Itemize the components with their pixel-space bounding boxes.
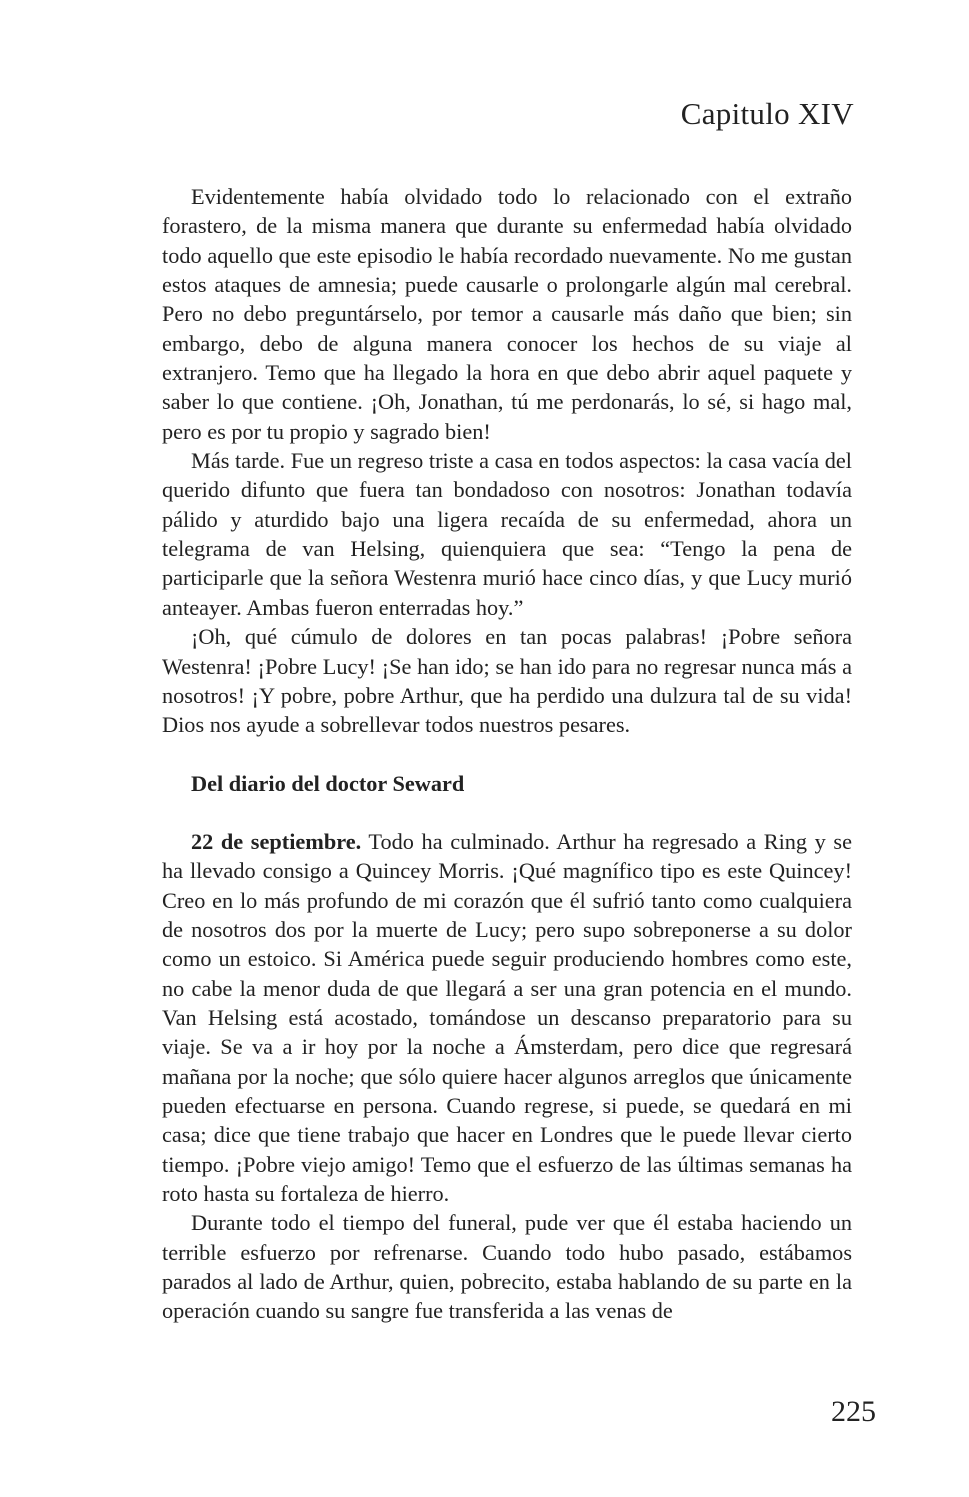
page-body	[162, 182, 852, 1326]
paragraph: Más tarde. Fue un regreso triste a casa en todos aspectos: la casa vacía del querido difunto que fuera tan bondadoso con nosotros: Jonathan todavía pálido y aturdido bajo una ligera recaída de su enfermedad, ahora un telegrama de van Helsing, quienquiera que sea: “Tengo la pena de participarle que la señora Westenra murió hace cinco días, y que Lucy murió anteayer. Ambas fueron enterradas hoy.”	[162, 448, 852, 620]
diary-entry-paragraph	[162, 827, 852, 1208]
paragraph: Evidentemente había olvidado todo lo relacionado con el extraño forastero, de la misma manera que durante su enfermedad había olvidado todo aquello que este episodio le había recordado nuevamente. No me gustan estos ataques de amnesia; puede causarle o prolongarle algún mal cerebral. Pero no debo preguntárselo, por temor a causarle más daño que bien; sin embargo, debo de alguna manera conocer los hechos de su viaje al extranjero. Temo que ha llegado la hora en que debo abrir aquel paquete y saber lo que contiene. ¡Oh, Jonathan, tú me perdonarás, lo sé, si hago mal, pero es por tu propio y sagrado bien!	[162, 184, 852, 444]
page-number: 225	[831, 1395, 876, 1428]
paragraph: ¡Oh, qué cúmulo de dolores en tan pocas palabras! ¡Pobre señora Westenra! ¡Pobre Lucy! ¡Se han ido; se han ido para no regresar nunca más a nosotros! ¡Y pobre, pobre Arthur, que ha perdido una dulzura tal de su vida! Dios nos ayude a sobrellevar todos nuestros pesares.	[162, 624, 852, 738]
section-heading: Del diario del doctor Seward	[191, 770, 465, 796]
entry-date: 22 de septiembre.	[191, 828, 362, 854]
chapter-title: Capitulo XIV	[680, 96, 854, 131]
entry-text: Todo ha culminado. Arthur ha regresado a Ring y se ha llevado consigo a Quincey Morris. ¡Qué magnífico tipo es este Quincey! Creo en lo más profundo de mi corazón que él sufrió tanto como cualquiera de nosotros dos por la muerte de Lucy; pero supo sobreponerse a su dolor como un estoico. Si América puede seguir produciendo hombres como este, no cabe la menor duda de que llegará a ser una gran potencia en el mundo. Van Helsing está acostado, tomándose un descanso preparatorio para su viaje. Se va a ir hoy por la noche a Ámsterdam, pero dice que regresará mañana por la noche; que sólo quiere hacer algunos arreglos que únicamente pueden efectuarse en persona. Cuando regrese, si puede, se quedará en mi casa; dice que tiene trabajo que hacer en Londres que le puede llevar cierto tiempo. ¡Pobre viejo amigo! Temo que el esfuerzo de las últimas semanas ha roto hasta su fortaleza de hierro.	[162, 828, 852, 1206]
paragraph: Durante todo el tiempo del funeral, pude ver que él estaba haciendo un terrible esfuerzo por refrenarse. Cuando todo hubo pasado, estábamos parados al lado de Arthur, quien, pobrecito, estaba hablando de su parte en la operación cuando su sangre fue transferida a las venas de	[162, 1210, 852, 1324]
